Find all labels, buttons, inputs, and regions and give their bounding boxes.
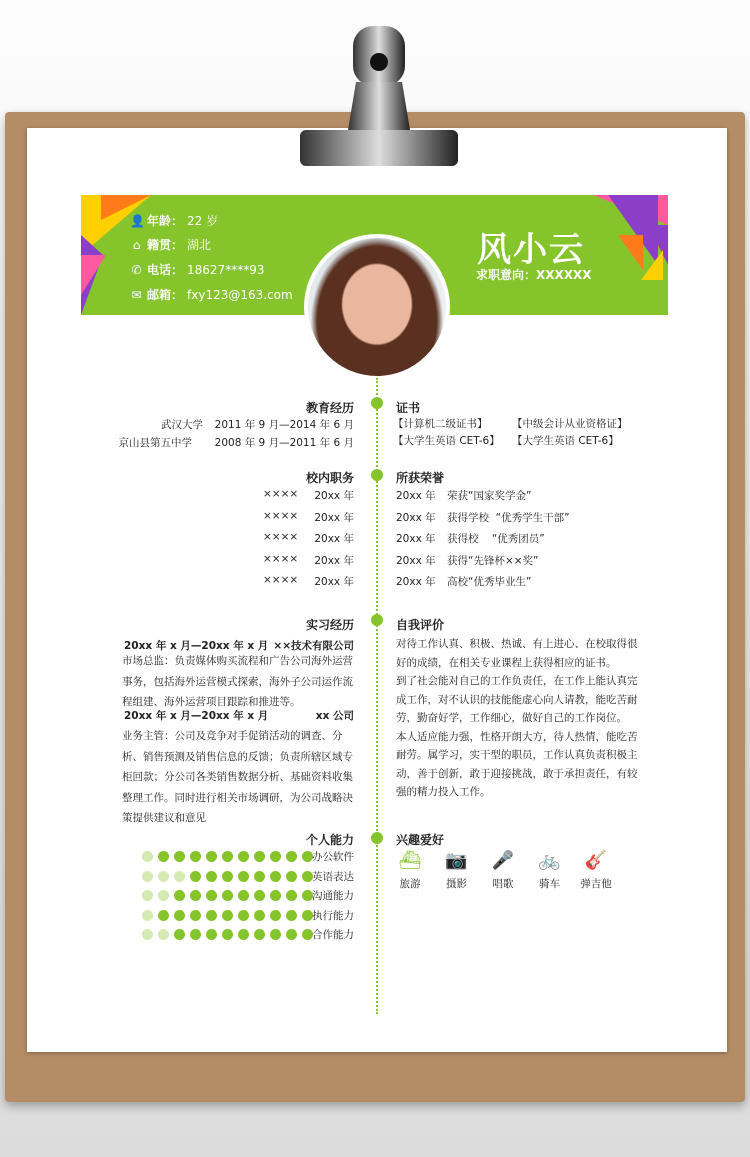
job-company: xx 公司 (315, 710, 354, 722)
honor-year: 20xx 年 (396, 576, 436, 588)
skill-dot (158, 929, 169, 940)
school: 京山县第五中学 (118, 437, 192, 449)
timeline-dot (371, 614, 383, 626)
skill-dot (206, 851, 217, 862)
guitar-icon: 🎸 (584, 850, 608, 871)
skill-name: 合作能力 (312, 929, 354, 941)
period: 2008 年 9 月—2011 年 6 月 (214, 437, 354, 449)
skill-dot (190, 851, 201, 862)
hobby-label: 弹吉他 (580, 878, 612, 890)
hobby-label: 旅游 (399, 878, 421, 890)
skill-dot (254, 851, 265, 862)
skill-dot (190, 910, 201, 921)
job-intent: 求职意向：XXXXXX (476, 268, 592, 282)
skill-dot (222, 851, 233, 862)
email-row: ✉ 邮箱： fxy123@163.com (131, 287, 293, 302)
skill-dot (254, 890, 265, 901)
campus-year: 20xx 年 (314, 490, 354, 502)
job-desc: 业务主管：公司及竞争对手促销活动的调查、分析、销售预测及销售信息的反馈；负责所辖区域专柜回款；分公司各类销售数据分析、基础资料收集整理工作。同时进行相关市场调研，为公司战略决策提供建议和意见 (122, 730, 353, 824)
honors-title: 所获荣誉 (396, 471, 445, 485)
hobby-0 (390, 850, 430, 891)
skill-dot (238, 871, 249, 882)
binder-clip-icon (298, 22, 460, 172)
skill-dot (270, 910, 281, 921)
cert: 【计算机二级证书】 (393, 418, 488, 430)
camera-icon: 📷 (445, 850, 468, 871)
self-eval-title: 自我评价 (396, 618, 445, 632)
candidate-name: 风小云 (477, 230, 585, 270)
phone-icon: ✆ (131, 262, 142, 277)
phone-row: ✆ 电话： 18627****93 (131, 262, 265, 277)
honor-text: 高校“优秀毕业生” (447, 576, 532, 588)
skill-dot (270, 851, 281, 862)
skill-dot (254, 929, 265, 940)
skill-dot (222, 929, 233, 940)
honor-year: 20xx 年 (396, 490, 436, 502)
honor-year: 20xx 年 (396, 533, 436, 545)
hobbies-title: 兴趣爱好 (396, 833, 445, 847)
skill-name: 执行能力 (312, 909, 354, 922)
hobby-label: 唱歌 (492, 878, 514, 890)
job-company: ××技术有限公司 (273, 640, 354, 652)
education-title: 教育经历 (305, 401, 354, 415)
job-period: 20xx 年 x 月—20xx 年 x 月 (124, 640, 269, 652)
campus-title: 校内职务 (305, 471, 354, 485)
skill-dot (238, 851, 249, 862)
skill-dot (286, 910, 297, 921)
honor-text: 获得学校 “优秀学生干部” (447, 511, 570, 524)
skill-dot (158, 910, 169, 921)
skill-dot (270, 929, 281, 940)
skill-dot (286, 851, 297, 862)
honor-text: 获得校 “优秀团员” (447, 533, 545, 545)
hobby-label: 骑车 (539, 878, 560, 890)
skill-level-3 (142, 910, 313, 921)
skill-dot (142, 890, 153, 901)
skill-dot (158, 851, 169, 862)
skill-dot (222, 871, 233, 882)
skill-dot (206, 910, 217, 921)
skill-dot (238, 929, 249, 940)
skill-dot (174, 929, 185, 940)
skill-dot (238, 890, 249, 901)
honor-text: 荣获“国家奖学金” (447, 490, 532, 502)
skill-dot (238, 910, 249, 921)
skill-name: 英语表达 (312, 870, 354, 883)
paragraph: 到了社会能对自己的工作负责任，在工作上能认真完成工作，对不认识的技能能虚心向人请教，能吃苦耐劳，勤奋好学，工作细心，做好自己的工作岗位。 (396, 675, 638, 724)
campus-year: 20xx 年 (314, 533, 354, 545)
skill-dot (206, 929, 217, 940)
skill-dot (270, 890, 281, 901)
honor-year: 20xx 年 (396, 511, 436, 524)
hobby-2 (483, 850, 523, 891)
cert: 【中级会计从业资格证】 (512, 418, 628, 430)
skill-dot (174, 871, 185, 882)
skill-dot (286, 890, 297, 901)
campus-role: ×××× (263, 574, 299, 586)
timeline-dot (371, 469, 383, 481)
hobby-4 (576, 850, 616, 891)
campus-role: ×××× (263, 552, 299, 565)
hobby-3 (530, 850, 570, 891)
school: 武汉大学 (161, 419, 203, 431)
skill-dot (190, 929, 201, 940)
self-eval-text (396, 635, 638, 802)
skill-dot (142, 851, 153, 862)
skill-dot (254, 871, 265, 882)
job-period: 20xx 年 x 月—20xx 年 x 月 (124, 710, 269, 722)
honor-year: 20xx 年 (396, 554, 436, 567)
hobby-label: 摄影 (446, 878, 467, 890)
skill-dot (286, 929, 297, 940)
skill-level-0 (142, 851, 313, 862)
timeline-dot (371, 397, 383, 409)
paragraph: 本人适应能力强，性格开朗大方，待人热情，能吃苦耐劳。属学习，实干型的职员，工作认真负责积极主动，善于创新，敢于迎接挑战，敢于承担责任，有较强的精力投入工作。 (396, 730, 638, 798)
certs-title: 证书 (396, 401, 421, 415)
bicycle-icon: 🚲 (538, 850, 561, 871)
campus-role: ×××× (263, 488, 299, 500)
ship-icon: ⛴ (398, 850, 422, 871)
skill-level-4 (142, 929, 313, 940)
honor-text: 获得“先锋杯××奖” (447, 554, 539, 567)
skill-level-1 (142, 871, 313, 882)
skill-dot (190, 890, 201, 901)
avatar (304, 234, 450, 380)
timeline-dot (371, 832, 383, 844)
home-icon: ⌂ (132, 237, 141, 252)
skill-dot (222, 890, 233, 901)
age-row: 👤 年龄： 22 岁 (130, 213, 219, 228)
skill-dot (222, 910, 233, 921)
internship-title: 实习经历 (305, 618, 354, 632)
skill-dot (174, 890, 185, 901)
skill-dot (206, 871, 217, 882)
skill-dot (142, 910, 153, 921)
skill-dot (206, 890, 217, 901)
skill-dot (142, 871, 153, 882)
paragraph: 对待工作认真、积极、热诚、有上进心、在校取得很好的成绩，在相关专业课程上获得相应的证书。 (396, 638, 638, 669)
skill-dot (158, 871, 169, 882)
skill-dot (142, 929, 153, 940)
job-desc: 市场总监：负责媒体购买流程和广告公司海外运营事务，包括海外运营模式探索，海外子公司运作流程组建、海外运营项目跟踪和推进等。 (122, 655, 353, 708)
person-icon: 👤 (130, 213, 145, 228)
skill-dot (190, 871, 201, 882)
cert: 【大学生英语 CET-6】 (393, 435, 500, 447)
cert: 【大学生英语 CET-6】 (512, 435, 619, 447)
skill-level-2 (142, 890, 313, 901)
skill-dot (174, 910, 185, 921)
skill-dot (270, 871, 281, 882)
skill-name: 沟通能力 (312, 890, 354, 902)
origin-row: ⌂ 籍贯： 湖北 (130, 236, 211, 253)
microphone-icon: 🎤 (491, 850, 515, 871)
period: 2011 年 9 月—2014 年 6 月 (214, 419, 354, 431)
campus-year: 20xx 年 (314, 511, 354, 524)
skill-dot (254, 910, 265, 921)
skill-dot (174, 851, 185, 862)
campus-role: ×××× (263, 531, 299, 543)
skills-title: 个人能力 (305, 833, 354, 847)
skill-dot (286, 871, 297, 882)
hobby-1 (437, 850, 477, 891)
campus-role: ×××× (263, 509, 299, 522)
mail-icon: ✉ (131, 287, 142, 302)
campus-year: 20xx 年 (314, 554, 354, 567)
skill-dot (158, 890, 169, 901)
skill-name: 办公软件 (312, 851, 354, 863)
campus-year: 20xx 年 (314, 576, 354, 588)
